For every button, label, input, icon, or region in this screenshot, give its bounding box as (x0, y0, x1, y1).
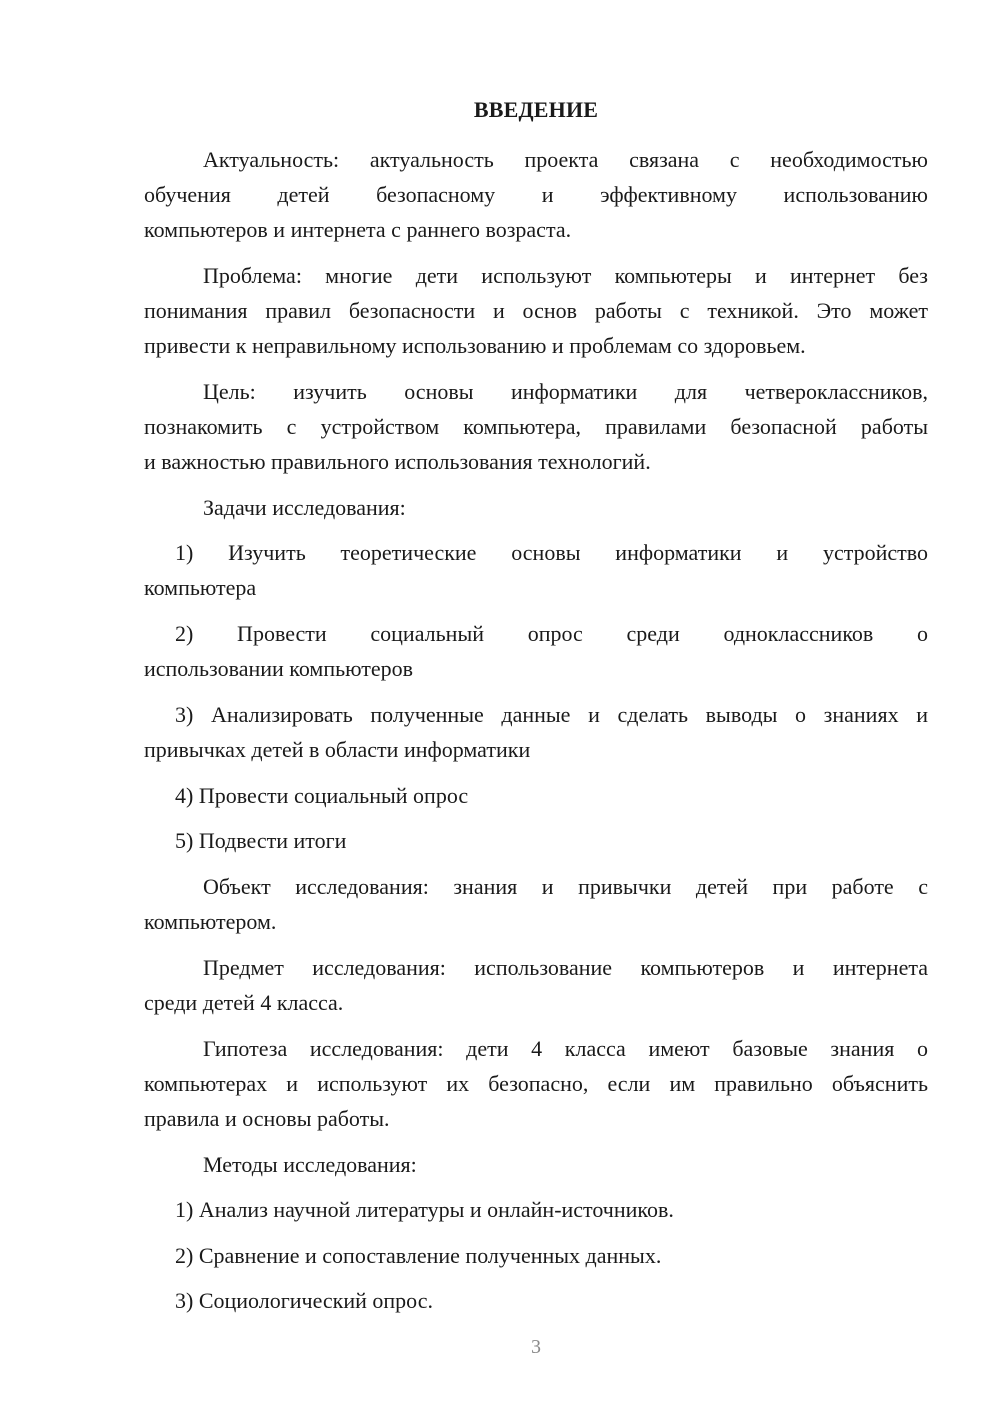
text-line: Проблема: многие дети используют компьютеры и интернет без (203, 263, 928, 288)
tasks-title (144, 490, 928, 525)
method-item-2 (144, 1238, 928, 1273)
task-item-5 (144, 823, 928, 858)
text-line: Задачи исследования: (203, 495, 406, 520)
text-line: понимания правил безопасности и основ работы с техникой. Это может (144, 298, 928, 323)
text-line: 2) Сравнение и сопоставление полученных данных. (175, 1243, 662, 1268)
task-item-2 (144, 616, 928, 686)
text-line: 1) Изучить теоретические основы информатики и устройство (175, 540, 928, 565)
task-item-1 (144, 535, 928, 605)
text-line: Актуальность: актуальность проекта связана с необходимостью (203, 147, 928, 172)
paragraph-problem (144, 258, 928, 363)
text-line: Предмет исследования: использование компьютеров и интернета (203, 955, 928, 980)
text-line: познакомить с устройством компьютера, правилами безопасной работы (144, 414, 928, 439)
text-line: 4) Провести социальный опрос (175, 783, 469, 808)
paragraph-subject (144, 950, 928, 1020)
method-item-3 (144, 1283, 928, 1318)
task-item-3 (144, 697, 928, 767)
text-line: и важностью правильного использования технологий. (144, 449, 651, 474)
text-line: обучения детей безопасному и эффективному использованию (144, 182, 928, 207)
text-line: правила и основы работы. (144, 1106, 390, 1131)
paragraph-goal (144, 374, 928, 479)
text-line: компьютером. (144, 909, 277, 934)
text-line: 1) Анализ научной литературы и онлайн-источников. (175, 1197, 674, 1222)
text-line: Гипотеза исследования: дети 4 класса имеют базовые знания о (203, 1036, 928, 1061)
text-line: 3) Анализировать полученные данные и сделать выводы о знаниях и (175, 702, 928, 727)
text-line: среди детей 4 класса. (144, 990, 344, 1015)
paragraph-hypothesis (144, 1031, 928, 1136)
text-line: компьютеров и интернета с раннего возраста. (144, 217, 572, 242)
text-line: использовании компьютеров (144, 656, 414, 681)
text-line: компьютера (144, 575, 257, 600)
page-number: 3 (531, 1336, 541, 1358)
text-line: привычках детей в области информатики (144, 737, 531, 762)
text-line: Объект исследования: знания и привычки детей при работе с (203, 874, 928, 899)
task-item-4 (144, 778, 928, 813)
paragraph-relevance (144, 142, 928, 247)
text-line: компьютерах и используют их безопасно, если им правильно объяснить (144, 1071, 928, 1096)
text-line: 3) Социологический опрос. (175, 1288, 433, 1313)
paragraph-object (144, 869, 928, 939)
text-line: Методы исследования: (203, 1152, 417, 1177)
text-line: 5) Подвести итоги (175, 828, 347, 853)
text-line: Цель: изучить основы информатики для четвероклассников, (203, 379, 928, 404)
text-line: 2) Провести социальный опрос среди одноклассников о (175, 621, 928, 646)
methods-title (144, 1147, 928, 1182)
method-item-1 (144, 1192, 928, 1227)
text-line: привести к неправильному использованию и проблемам со здоровьем. (144, 333, 806, 358)
page-title: ВВЕДЕНИЕ (473, 97, 599, 122)
